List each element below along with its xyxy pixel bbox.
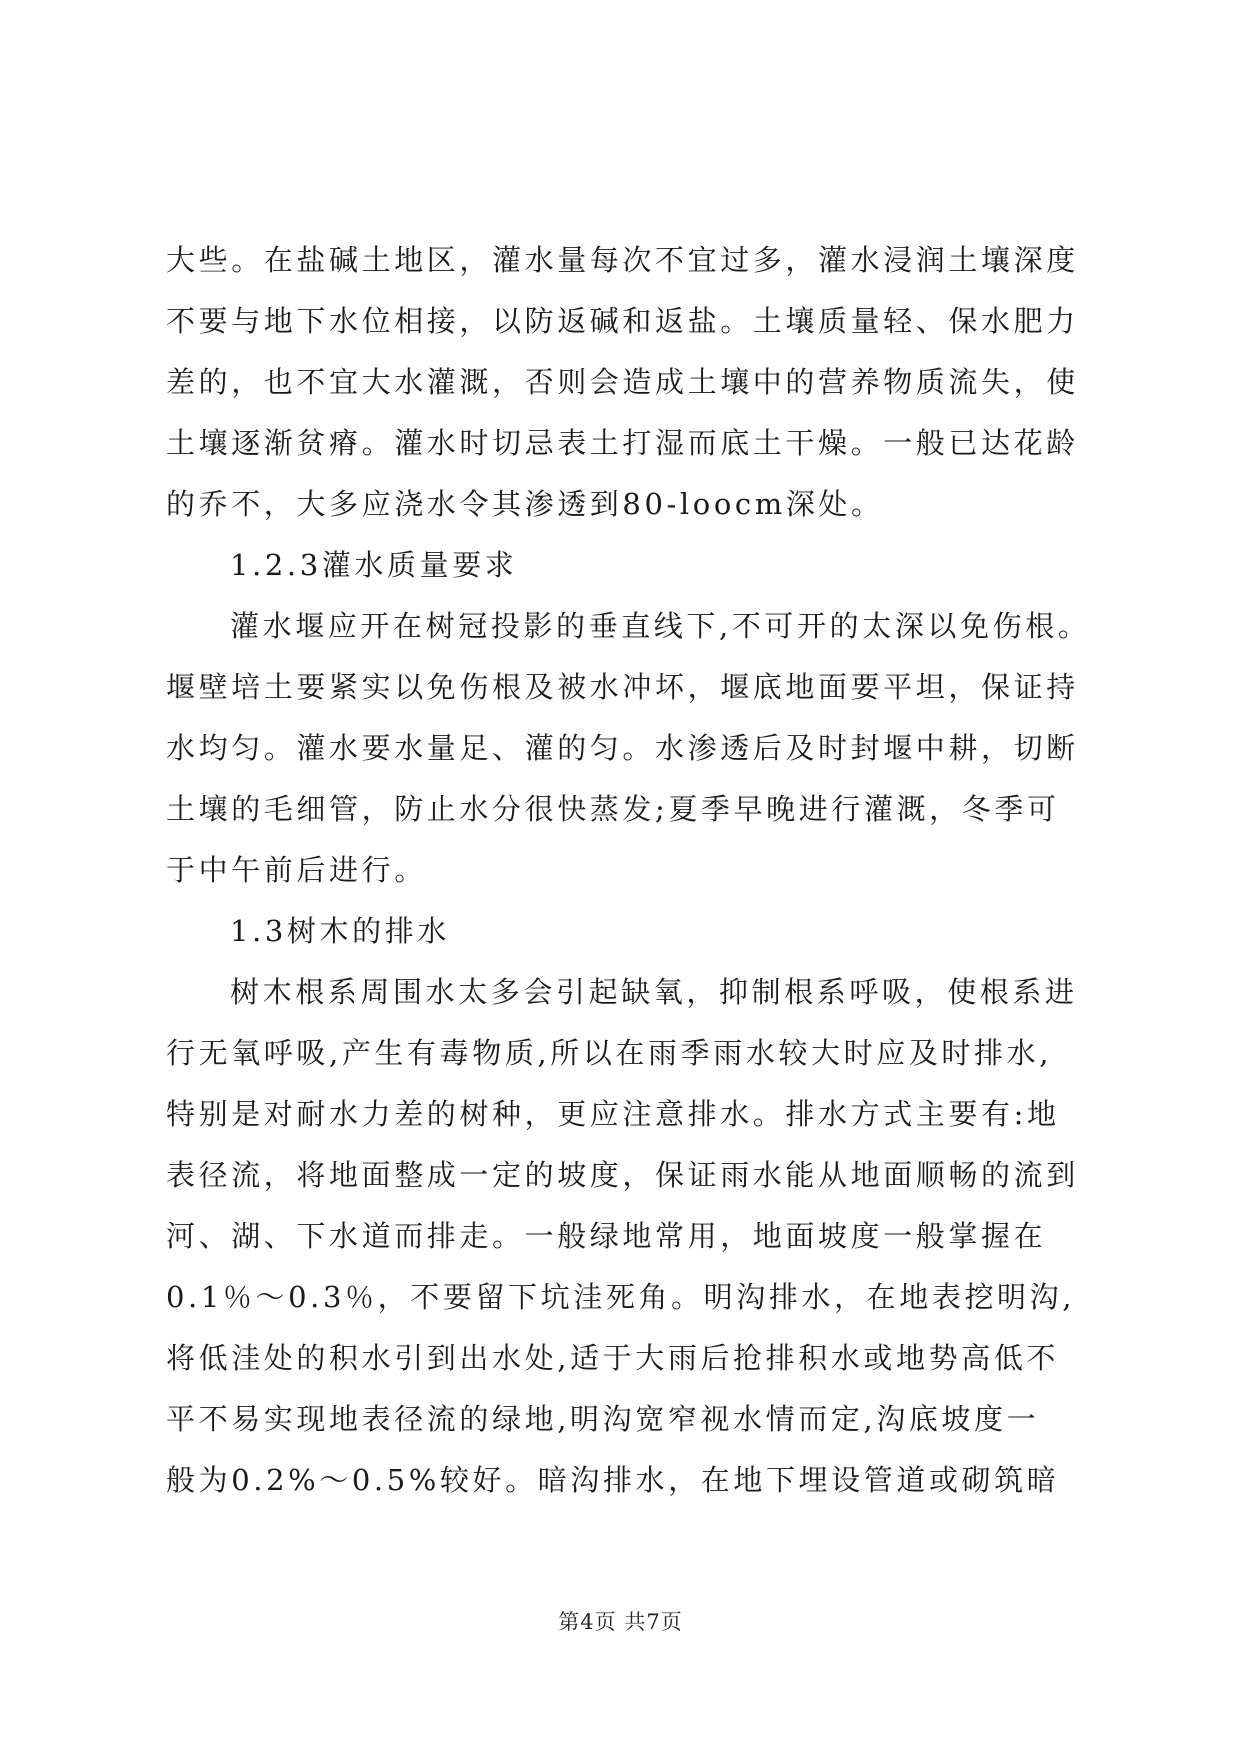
text-line: 的乔不，大多应浇水令其渗透到80-loocm深处。 (166, 487, 884, 521)
paragraph-start-line: 灌水堰应开在树冠投影的垂直线下,不可开的太深以免伤根。 (230, 609, 1091, 643)
text-line: 平不易实现地表径流的绿地,明沟宽窄视水情而定,沟底坡度一 (166, 1402, 1040, 1436)
text-line: 水均匀。灌水要水量足、灌的匀。水渗透后及时封堰中耕，切断 (166, 731, 1079, 765)
page-number-footer: 第4页 共7页 (558, 1610, 683, 1634)
text-line: 大些。在盐碱土地区，灌水量每次不宜过多，灌水浸润土壤深度 (166, 243, 1079, 277)
text-line: 于中午前后进行。 (166, 853, 427, 887)
text-line: 土壤的毛细管，防止水分很快蒸发;夏季早晚进行灌溉，冬季可 (166, 792, 1060, 826)
section-heading: 1.2.3灌水质量要求 (230, 548, 518, 582)
text-line: 土壤逐渐贫瘠。灌水时切忌表土打湿而底土干燥。一般已达花龄 (166, 426, 1079, 460)
text-line: 差的，也不宜大水灌溉，否则会造成土壤中的营养物质流失，使 (166, 365, 1079, 399)
text-line: 不要与地下水位相接，以防返碱和返盐。土壤质量轻、保水肥力 (166, 304, 1079, 338)
text-line: 河、湖、下水道而排走。一般绿地常用，地面坡度一般掌握在 (166, 1219, 1047, 1253)
text-line: 0.1％～0.3％，不要留下坑洼死角。明沟排水，在地表挖明沟, (166, 1280, 1076, 1314)
section-heading: 1.3树木的排水 (230, 914, 450, 948)
text-line: 特别是对耐水力差的树种，更应注意排水。排水方式主要有:地 (166, 1097, 1060, 1131)
paragraph-start-line: 树木根系周围水太多会引起缺氧，抑制根系呼吸，使根系进 (230, 975, 1078, 1009)
text-line: 般为0.2%～0.5%较好。暗沟排水，在地下埋设管道或砌筑暗 (166, 1463, 1060, 1497)
text-line: 将低洼处的积水引到出水处,适于大雨后抢排积水或地势高低不 (166, 1341, 1060, 1375)
text-line: 表径流，将地面整成一定的坡度，保证雨水能从地面顺畅的流到 (166, 1158, 1079, 1192)
document-body (166, 230, 1091, 1511)
text-line: 堰壁培土要紧实以免伤根及被水冲坏，堰底地面要平坦，保证持 (166, 670, 1079, 704)
text-line: 行无氧呼吸,产生有毒物质,所以在雨季雨水较大时应及时排水, (166, 1036, 1053, 1070)
